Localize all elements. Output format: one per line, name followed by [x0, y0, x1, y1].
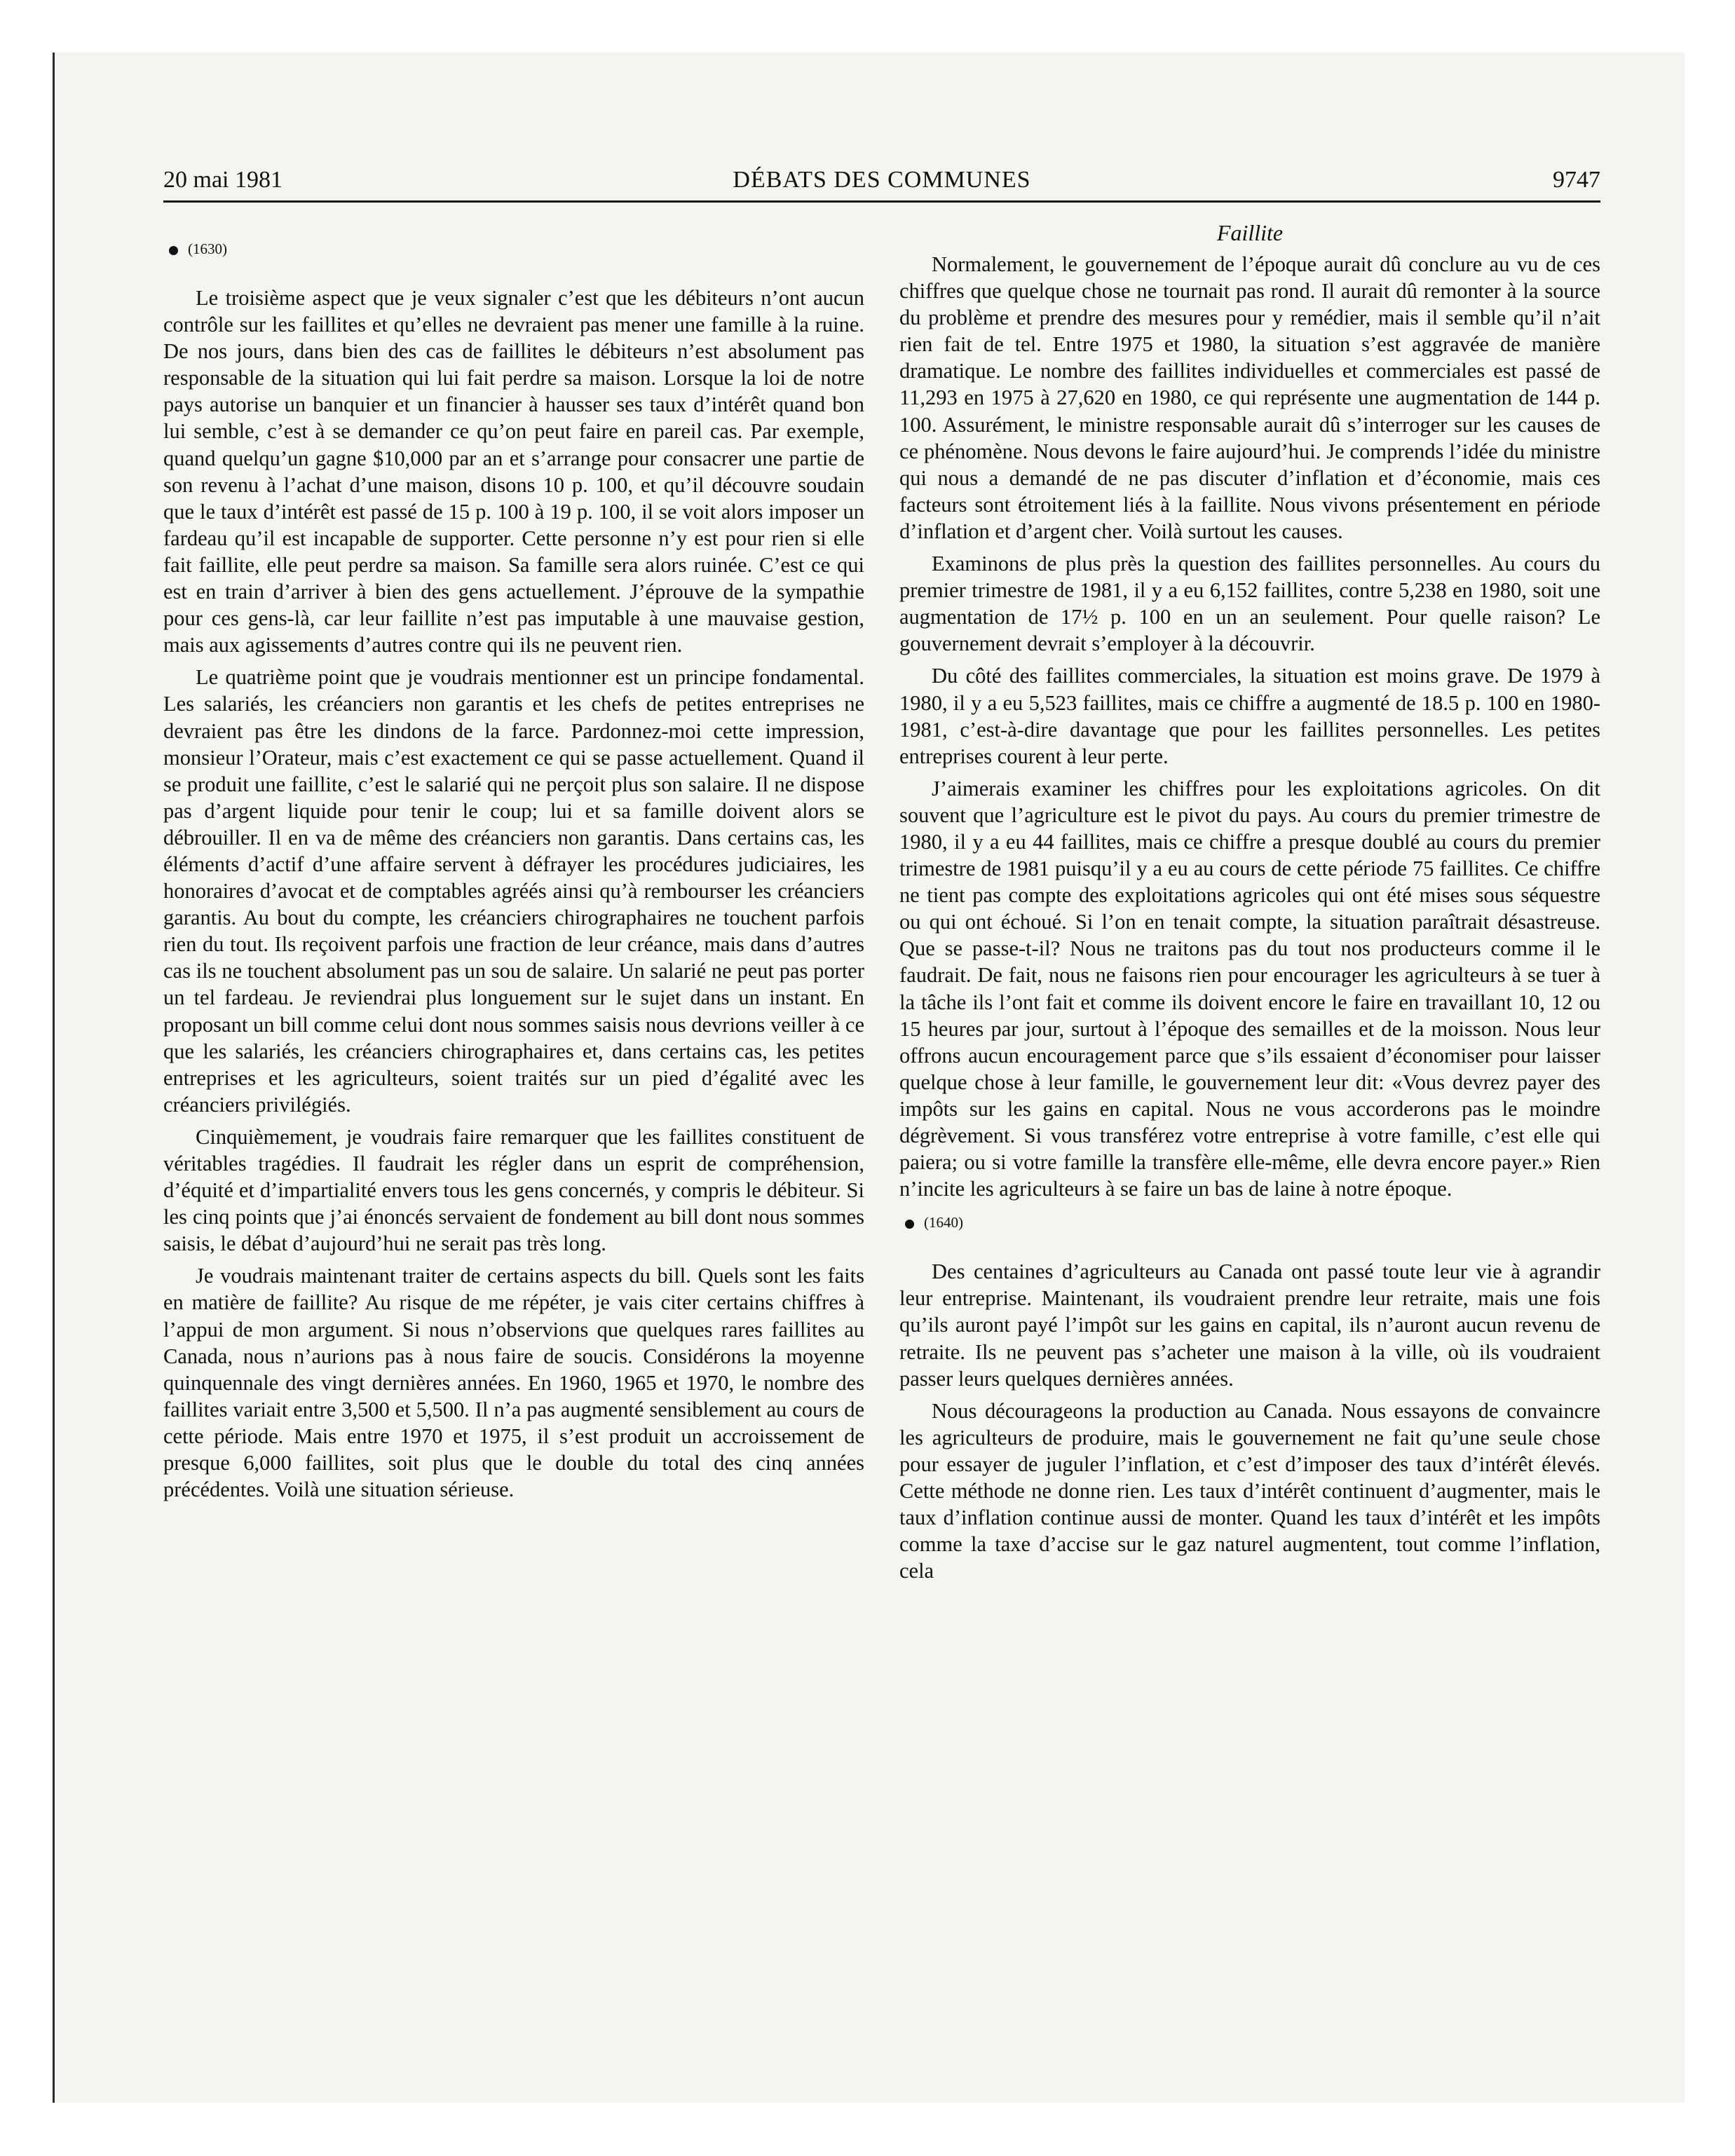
header-date: 20 mai 1981 — [163, 167, 283, 193]
time-marker-text: (1630) — [188, 240, 227, 257]
paragraph: Cinquièmement, je voudrais faire remarquer que les faillites constituent de véritables tragédies. Il faudrait les régler dans un esprit de compréhension, d’équité et d’impartialité envers tous les gens concernés, y compris le débiteur. Si les cinq points que j’ai énoncés servaient de fondement au bill dont nous sommes saisis, le débat d’aujourd’hui ne serait pas très long. — [163, 1124, 864, 1256]
time-marker — [899, 1212, 1600, 1233]
paragraph: Des centaines d’agriculteurs au Canada ont passé toute leur vie à agrandir leur entreprise. Maintenant, ils voudraient prendre leur retraite, mais une fois qu’ils auront payé l’impôt sur les gains en capital, ils n’auront aucun revenu de retraite. Ils ne peuvent pas s’acheter une maison à la ville, où ils voudraient passer leurs quelques dernières années. — [899, 1260, 1600, 1391]
header-page-number: 9747 — [1553, 167, 1600, 193]
page-header — [163, 167, 1600, 203]
paragraph: Le troisième aspect que je veux signaler c’est que les débiteurs n’ont aucun contrôle sur les faillites et qu’elles ne devraient pas mener une famille à la ruine. De nos jours, dans bien des cas de faillites le débiteurs n’est absolument pas responsable de la situation qui lui fait perdre sa maison. Lorsque la loi de notre pays autorise un banquier et un financier à hausser ses taux d’intérêt quand bon lui semble, c’est à se demander ce qu’on peut faire en pareil cas. Par exemple, quand quelqu’un gagne $10,000 par an et s’arrange pour consacrer une partie de son revenu à l’achat d’une maison, disons 10 p. 100, et qu’il découvre soudain que le taux d’intérêt est passé de 15 p. 100 à 19 p. 100, il se voit alors imposer un fardeau qu’il est incapable de supporter. Cette personne n’y est pour rien si elle fait faillite, elle peut perdre sa maison. Sa famille sera alors ruinée. C’est ce qui est en train d’arriver à bien des gens actuellement. J’éprouve de la sympathie pour ces gens-là, car leur faillite n’est pas imputable à une mauvaise gestion, mais aux agissements d’autres contre qui ils ne peuvent rien. — [163, 286, 864, 657]
bullet-icon — [905, 1220, 914, 1229]
paragraph: Le quatrième point que je voudrais mentionner est un principe fondamental. Les salariés, les créanciers non garantis et les chefs de petites entreprises ne devraient pas être les dindons de la farce. Pardonnez-moi cette impression, monsieur l’Orateur, mais c’est exactement ce qui se passe actuellement. Quand il se produit une faillite, c’est le salarié qui ne perçoit plus son salaire. Il ne dispose pas d’argent liquide pour tenir le coup; lui et sa famille doivent alors se débrouiller. Il en va de même des créanciers non garantis. Dans certains cas, les éléments d’actif d’une affaire servent à défrayer les procédures judiciaires, les honoraires d’avocat et de comptables agréés ainsi qu’à rembourser les créanciers garantis. Au bout du compte, les créanciers chirographaires ne touchent parfois rien du tout. Ils reçoivent parfois une fraction de leur créance, mais dans d’autres cas ils ne touchent absolument pas un sou de salaire. Un salarié ne peut pas porter un tel fardeau. Je reviendrai plus longuement sur le sujet dans un instant. En proposant un bill comme celui dont nous sommes saisis nous devrions veiller à ce que les salariés, les créanciers chirographaires et, dans certains cas, les petites entreprises et les agriculteurs, soient traités sur un pied d’égalité avec les créanciers privilégiés. — [163, 665, 864, 1117]
bullet-icon — [169, 246, 178, 255]
paragraph: Je voudrais maintenant traiter de certains aspects du bill. Quels sont les faits en matière de faillite? Au risque de me répéter, je vais citer certains chiffres à l’appui de mon argument. Si nous n’observions que quelques rares faillites au Canada, nous n’aurions pas à nous faire de soucis. Considérons la moyenne quinquennale des vingt dernières années. En 1960, 1965 et 1970, le nombre des faillites variait entre 3,500 et 5,500. Il n’a pas augmenté sensiblement au cours de cette période. Mais entre 1970 et 1975, il s’est produit un accroissement de presque 6,000 faillites, soit plus que le double du total des cinq années précédentes. Voilà une situation sérieuse. — [163, 1264, 864, 1502]
time-marker — [163, 238, 864, 259]
paragraph: Examinons de plus près la question des faillites personnelles. Au cours du premier trimestre de 1981, il y a eu 6,152 faillites, contre 5,238 en 1980, soit une augmentation de 17½ p. 100 en un an seulement. Pour quelle raison? Le gouvernement devrait s’employer à la découvrir. — [899, 552, 1600, 656]
section-title: Faillite — [1216, 220, 1284, 245]
paragraph: J’aimerais examiner les chiffres pour les exploitations agricoles. On dit souvent que l’agriculture est le pivot du pays. Au cours du premier trimestre de 1980, il y a eu 44 faillites, mais ce chiffre a presque doublé au cours du premier trimestre de 1981 puisqu’il y a eu au cours de cette période 75 faillites. Ce chiffre ne tient pas compte des exploitations agricoles qui ont été mises sous séquestre ou qui ont échoué. Si l’on en tenait compte, la situation paraîtrait désastreuse. Que se passe-t-il? Nous ne traitons pas du tout nos producteurs comme il le faudrait. De fait, nous ne faisons rien pour encourager les agriculteurs à se tuer à la tâche ils l’ont fait et comme ils doivent encore le faire en travaillant 10, 12 ou 15 heures par jour, surtout à l’époque des semailles et de la moisson. Nous leur offrons aucun encouragement parce que s’ils essaient d’économiser pour laisser quelque chose à leur famille, le gouvernement leur dit: «Vous devrez payer des impôts sur les gains en capital. Nous ne vous accorderons pas le moindre dégrèvement. Si vous transférez votre entreprise à votre famille, c’est elle qui paiera; ou si votre famille la transfère elle-même, elle devra encore payer.» Rien n’incite les agriculteurs à se faire un bas de laine à notre époque. — [899, 776, 1600, 1201]
paragraph: Du côté des faillites commerciales, la situation est moins grave. De 1979 à 1980, il y a eu 5,523 faillites, mais ce chiffre a augmenté de 18.5 p. 100 en 1980-1981, c’est-à-dire davantage que pour les faillites personnelles. Les petites entreprises courent à leur perte. — [899, 664, 1600, 768]
left-column — [163, 238, 864, 1508]
paragraph: Nous décourageons la production au Canada. Nous essayons de convaincre les agriculteurs de produire, mais le gouvernement ne fait qu’une seule chose pour essayer de juguler l’inflation, et c’est d’imposer des taux d’intérêt élevés. Cette méthode ne donne rien. Les taux d’intérêt continuent d’augmenter, mais le taux d’inflation continue aussi de monter. Quand les taux d’intérêt et les impôts comme la taxe d’accise sur le gaz naturel augmentent, tout comme l’inflation, cela — [899, 1398, 1600, 1583]
right-column — [899, 219, 1600, 1590]
header-title: DÉBATS DES COMMUNES — [733, 167, 1031, 193]
paragraph: Normalement, le gouvernement de l’époque aurait dû conclure au vu de ces chiffres que quelque chose ne tournait pas rond. Il aurait dû remonter à la source du problème et prendre des mesures pour y remédier, mais il semble qu’il n’ait rien fait de tel. Entre 1975 et 1980, la situation s’est aggravée de manière dramatique. Le nombre des faillites individuelles et commerciales est passé de 11,293 en 1975 à 27,620 en 1980, ce qui représente une augmentation de 144 p. 100. Assurément, le ministre responsable aurait dû s’interroger sur les causes de ce phénomène. Nous devons le faire aujourd’hui. Je comprends l’idée du ministre qui nous a demandé de ne pas discuter d’inflation et d’économie, mais ces facteurs sont étroitement liés à la faillite. Nous vivons présentement en période d’inflation et d’argent cher. Voilà surtout les causes. — [899, 252, 1600, 543]
time-marker-text: (1640) — [924, 1214, 963, 1231]
